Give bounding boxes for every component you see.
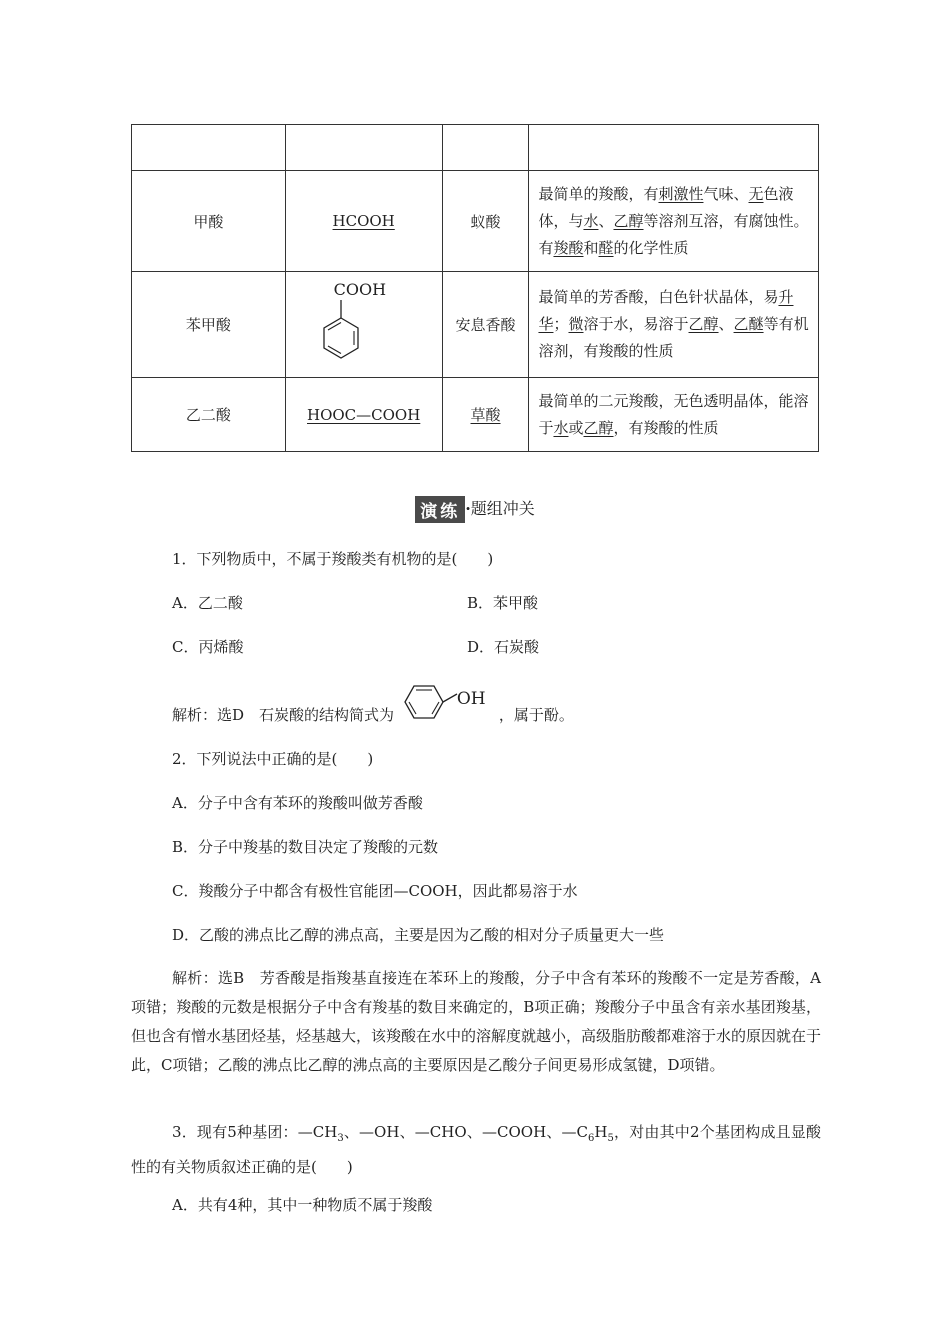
acid-common-name: 蚁酸 (442, 171, 529, 272)
description-text: 溶于水，易溶于 (583, 315, 689, 333)
description-text: 最简单的二元羧酸，无色透明晶体，能溶于 (538, 391, 809, 437)
q3-option-a: A．共有4种，其中一种物质不属于羧酸 (172, 1196, 433, 1214)
acid-formula: HCOOH (332, 212, 395, 230)
description-text: 、 (718, 315, 734, 333)
section-heading (0, 496, 950, 523)
underlined-term: 乙醇 (688, 315, 719, 333)
carboxylic-acid-table (131, 124, 819, 452)
description-text: 等溶剂互溶，有腐蚀性。有 (538, 211, 809, 257)
acid-description (529, 378, 819, 452)
acid-description (529, 171, 819, 272)
q2-option-c: C．羧酸分子中都含有极性官能团—COOH，因此都易溶于水 (172, 882, 578, 900)
question-1-stem: 1．下列物质中，不属于羧酸类有机物的是( ) (172, 550, 494, 568)
description-text: 和 (583, 238, 599, 257)
table-row (132, 171, 819, 272)
underlined-term: 乙醇 (583, 418, 614, 437)
acid-description (529, 272, 819, 378)
phenol-structure (399, 689, 499, 726)
underlined-term: 无 (748, 184, 764, 203)
description-text: 气味、 (703, 184, 749, 203)
benzoic-acid-structure (314, 280, 414, 370)
underlined-term: 刺激性 (658, 184, 704, 203)
q1-analysis (172, 689, 574, 726)
description-text: 等有机溶剂，有羧酸的性质 (538, 315, 809, 360)
q1-option-a: A．乙二酸 (172, 594, 243, 612)
underlined-term: 升华 (538, 288, 794, 333)
q1-option-b: B．苯甲酸 (467, 594, 539, 612)
q2-option-b: B．分子中羧基的数目决定了羧酸的元数 (172, 838, 439, 856)
acid-name: 乙二酸 (132, 378, 286, 452)
underlined-term: 乙醇 (613, 211, 644, 230)
table-row (132, 378, 819, 452)
underlined-term: 乙醚 (733, 315, 764, 333)
acid-name: 甲酸 (132, 171, 286, 272)
q1-option-c: C．丙烯酸 (172, 638, 244, 656)
description-text: 的化学性质 (613, 238, 689, 257)
description-text: 或 (568, 418, 584, 437)
q2-option-a: A．分子中含有苯环的羧酸叫做芳香酸 (172, 794, 423, 812)
acid-formula: HOOC—COOH (307, 405, 421, 424)
q2-option-d: D．乙酸的沸点比乙醇的沸点高，主要是因为乙酸的相对分子质量更大一些 (172, 926, 665, 944)
oh-label: OH (456, 689, 486, 709)
cooh-label: COOH (333, 279, 387, 299)
table-row (132, 125, 819, 171)
heading-text: 题组冲关 (470, 499, 535, 518)
acid-name: 苯甲酸 (132, 272, 286, 378)
q2-analysis: 解析：选B 芳香酸是指羧基直接连在苯环上的羧酸，分子中含有苯环的羧酸不一定是芳香酸，A项错；羧酸的元数是根据分子中含有羧基的数目来确定的，B项正确；羧酸分子中虽含有亲水基团羧基，但也含有憎水基团烃基，烃基越大，该羧酸在水中的溶解度就越小，高级脂肪酸都难溶于水的原因就在于此，C项错；乙酸的沸点比乙醇的沸点高的主要原因是乙酸分子间更易形成氢键，D项错。 (131, 969, 822, 1074)
q1-option-d: D．石炭酸 (467, 638, 540, 656)
underlined-term: 微 (568, 315, 584, 333)
acid-common-name: 草酸 (470, 406, 501, 424)
practice-badge: 演练 (415, 496, 465, 523)
description-text: 色液体，与 (538, 184, 794, 230)
description-text: ； (553, 315, 569, 333)
acid-common-name: 安息香酸 (442, 272, 529, 378)
underlined-term: 水 (553, 418, 569, 437)
heading-dot: · (465, 499, 471, 518)
table-row (132, 272, 819, 378)
description-text: ，有羧酸的性质 (613, 418, 719, 437)
q1-analysis-text: 解析：选D 石炭酸的结构简式为 (172, 706, 395, 724)
description-text: 、 (598, 211, 614, 230)
description-text: 最简单的芳香酸，白色针状晶体，易 (538, 288, 779, 306)
question-2-stem: 2．下列说法中正确的是( ) (172, 750, 374, 768)
underlined-term: 水 (583, 211, 599, 230)
underlined-term: 醛 (598, 238, 614, 257)
underlined-term: 羧酸 (553, 238, 584, 257)
q1-analysis-tail: ，属于酚。 (498, 706, 574, 724)
question-3-stem: 3．现有5种基团：$—CH_3$、—OH、—CHO、—COOH、$—C_6H_5$，对由其中2个基团构成且显酸性的有关物质叙述正确的是( ) (131, 1123, 821, 1176)
description-text: 最简单的羧酸，有 (538, 184, 659, 203)
